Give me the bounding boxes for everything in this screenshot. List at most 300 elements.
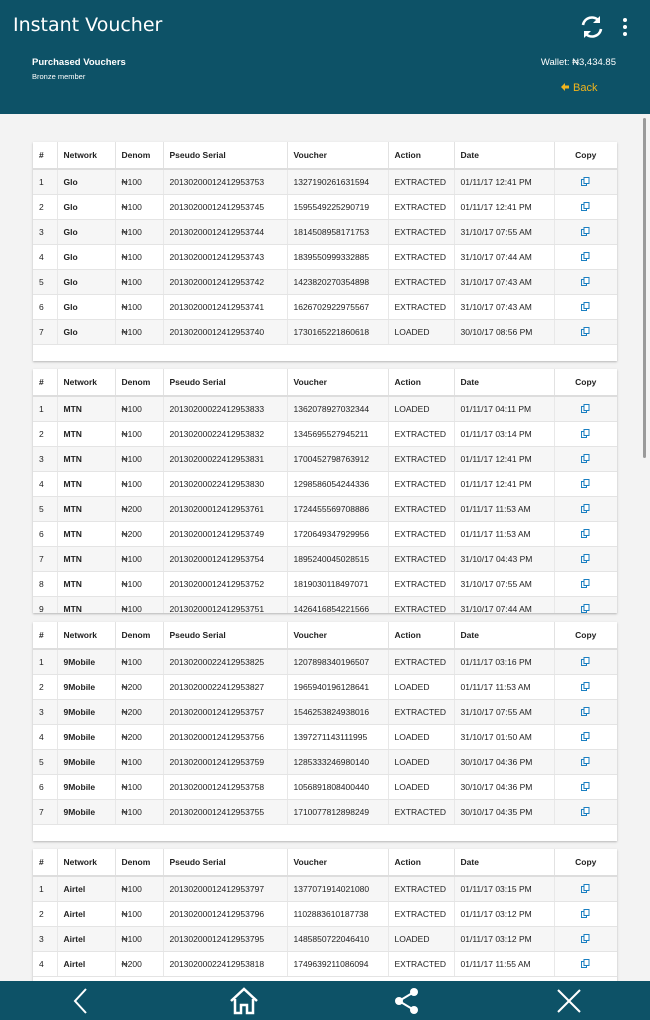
copy-cell[interactable] bbox=[554, 422, 617, 447]
column-header: Action bbox=[388, 849, 454, 876]
table-cell: ₦100 bbox=[115, 220, 163, 245]
table-cell: 1285333246980140 bbox=[287, 750, 388, 775]
copy-icon[interactable] bbox=[581, 909, 590, 918]
table-cell: 1814508958171753 bbox=[287, 220, 388, 245]
table-cell: 2 bbox=[33, 422, 57, 447]
member-level: Bronze member bbox=[32, 72, 86, 81]
copy-cell[interactable] bbox=[554, 902, 617, 927]
table-cell: ₦100 bbox=[115, 775, 163, 800]
table-cell: 7 bbox=[33, 547, 57, 572]
table-cell: ₦100 bbox=[115, 572, 163, 597]
table-cell: 01/11/17 11:53 AM bbox=[454, 497, 554, 522]
copy-cell[interactable] bbox=[554, 775, 617, 800]
copy-cell[interactable] bbox=[554, 876, 617, 902]
copy-icon[interactable] bbox=[581, 404, 590, 413]
table-header-row bbox=[33, 369, 617, 396]
column-header: # bbox=[33, 849, 57, 876]
table-cell: ₦100 bbox=[115, 295, 163, 320]
column-header: Voucher bbox=[287, 369, 388, 396]
table-row bbox=[33, 497, 617, 522]
table-cell: 1839550999332885 bbox=[287, 245, 388, 270]
copy-cell[interactable] bbox=[554, 245, 617, 270]
copy-cell[interactable] bbox=[554, 220, 617, 245]
copy-cell[interactable] bbox=[554, 927, 617, 952]
table-cell: 01/11/17 12:41 PM bbox=[454, 472, 554, 497]
column-header: Copy bbox=[554, 622, 617, 649]
table-cell: ₦100 bbox=[115, 927, 163, 952]
table-cell: MTN bbox=[57, 547, 115, 572]
table-cell: ₦100 bbox=[115, 245, 163, 270]
table-cell: Glo bbox=[57, 270, 115, 295]
table-cell: ₦100 bbox=[115, 800, 163, 825]
table-cell: 20130200012412953795 bbox=[163, 927, 287, 952]
table-row bbox=[33, 952, 617, 977]
column-header: Voucher bbox=[287, 142, 388, 169]
table-cell: EXTRACTED bbox=[388, 497, 454, 522]
table-cell: MTN bbox=[57, 472, 115, 497]
voucher-table bbox=[33, 849, 617, 977]
table-cell: 01/11/17 03:12 PM bbox=[454, 927, 554, 952]
column-header: Pseudo Serial bbox=[163, 142, 287, 169]
copy-icon[interactable] bbox=[581, 884, 590, 893]
table-cell: 1 bbox=[33, 649, 57, 675]
table-cell: LOADED bbox=[388, 320, 454, 345]
table-cell: ₦100 bbox=[115, 447, 163, 472]
voucher-table bbox=[33, 622, 617, 825]
table-cell: LOADED bbox=[388, 927, 454, 952]
table-cell: 6 bbox=[33, 522, 57, 547]
table-row bbox=[33, 447, 617, 472]
table-cell: ₦100 bbox=[115, 422, 163, 447]
copy-icon[interactable] bbox=[581, 707, 590, 716]
table-header-row bbox=[33, 142, 617, 169]
table-cell: EXTRACTED bbox=[388, 700, 454, 725]
table-cell: 1397271143111995 bbox=[287, 725, 388, 750]
column-header: Network bbox=[57, 369, 115, 396]
table-cell: EXTRACTED bbox=[388, 547, 454, 572]
table-cell: EXTRACTED bbox=[388, 522, 454, 547]
column-header: # bbox=[33, 622, 57, 649]
table-cell: 30/10/17 08:56 PM bbox=[454, 320, 554, 345]
copy-cell[interactable] bbox=[554, 750, 617, 775]
table-cell: 1730165221860618 bbox=[287, 320, 388, 345]
table-cell: 9Mobile bbox=[57, 675, 115, 700]
copy-icon[interactable] bbox=[581, 327, 590, 336]
table-cell: 3 bbox=[33, 447, 57, 472]
table-cell: LOADED bbox=[388, 675, 454, 700]
table-cell: 9Mobile bbox=[57, 725, 115, 750]
table-cell: 20130200012412953742 bbox=[163, 270, 287, 295]
more-vert-icon[interactable] bbox=[616, 16, 634, 38]
copy-icon[interactable] bbox=[581, 934, 590, 943]
table-cell: 1626702922975567 bbox=[287, 295, 388, 320]
refresh-icon[interactable] bbox=[578, 13, 606, 41]
column-header: Denom bbox=[115, 369, 163, 396]
table-cell: ₦200 bbox=[115, 497, 163, 522]
table-cell: 1345695527945211 bbox=[287, 422, 388, 447]
copy-icon[interactable] bbox=[581, 682, 590, 691]
table-cell: 7 bbox=[33, 320, 57, 345]
copy-cell[interactable] bbox=[554, 195, 617, 220]
copy-cell[interactable] bbox=[554, 700, 617, 725]
table-cell: 20130200012412953741 bbox=[163, 295, 287, 320]
table-row bbox=[33, 700, 617, 725]
table-cell: 31/10/17 07:43 AM bbox=[454, 270, 554, 295]
table-row bbox=[33, 800, 617, 825]
table-cell: MTN bbox=[57, 447, 115, 472]
copy-icon[interactable] bbox=[581, 277, 590, 286]
voucher-table bbox=[33, 369, 617, 613]
table-cell: 5 bbox=[33, 270, 57, 295]
table-cell: LOADED bbox=[388, 396, 454, 422]
table-cell: Glo bbox=[57, 220, 115, 245]
copy-cell[interactable] bbox=[554, 320, 617, 345]
table-cell: 1700452798763912 bbox=[287, 447, 388, 472]
share-icon[interactable] bbox=[392, 986, 422, 1016]
table-cell: 9Mobile bbox=[57, 800, 115, 825]
table-header-row bbox=[33, 622, 617, 649]
copy-icon[interactable] bbox=[581, 757, 590, 766]
column-header: Date bbox=[454, 369, 554, 396]
table-cell: 4 bbox=[33, 725, 57, 750]
copy-icon[interactable] bbox=[581, 177, 590, 186]
table-cell: ₦100 bbox=[115, 396, 163, 422]
table-cell: 01/11/17 11:55 AM bbox=[454, 952, 554, 977]
copy-cell[interactable] bbox=[554, 522, 617, 547]
table-cell: ₦200 bbox=[115, 725, 163, 750]
copy-icon[interactable] bbox=[581, 479, 590, 488]
table-cell: 31/10/17 07:44 AM bbox=[454, 597, 554, 614]
column-header: # bbox=[33, 142, 57, 169]
table-cell: MTN bbox=[57, 422, 115, 447]
table-cell: 20130200012412953796 bbox=[163, 902, 287, 927]
table-row bbox=[33, 169, 617, 195]
column-header: Date bbox=[454, 142, 554, 169]
table-cell: ₦100 bbox=[115, 320, 163, 345]
table-cell: 1 bbox=[33, 169, 57, 195]
copy-icon[interactable] bbox=[581, 959, 590, 968]
copy-icon[interactable] bbox=[581, 782, 590, 791]
table-cell: 20130200022412953833 bbox=[163, 396, 287, 422]
column-header: Voucher bbox=[287, 622, 388, 649]
table-row bbox=[33, 597, 617, 614]
table-cell: 01/11/17 12:41 PM bbox=[454, 169, 554, 195]
table-cell: 1595549225290719 bbox=[287, 195, 388, 220]
table-row bbox=[33, 675, 617, 700]
voucher-table-card bbox=[33, 849, 617, 981]
table-cell: 9Mobile bbox=[57, 700, 115, 725]
back-icon[interactable] bbox=[66, 986, 96, 1016]
table-cell: 1895240045028515 bbox=[287, 547, 388, 572]
table-cell: Airtel bbox=[57, 927, 115, 952]
table-row bbox=[33, 195, 617, 220]
table-cell: 20130200012412953740 bbox=[163, 320, 287, 345]
table-cell: 20130200022412953830 bbox=[163, 472, 287, 497]
table-cell: ₦100 bbox=[115, 597, 163, 614]
table-cell: Airtel bbox=[57, 876, 115, 902]
column-header: Date bbox=[454, 849, 554, 876]
table-cell: EXTRACTED bbox=[388, 472, 454, 497]
table-cell: LOADED bbox=[388, 725, 454, 750]
table-cell: 31/10/17 07:55 AM bbox=[454, 572, 554, 597]
table-cell: 1102883610187738 bbox=[287, 902, 388, 927]
table-row bbox=[33, 245, 617, 270]
copy-cell[interactable] bbox=[554, 396, 617, 422]
column-header: Copy bbox=[554, 369, 617, 396]
table-cell: 01/11/17 03:12 PM bbox=[454, 902, 554, 927]
copy-icon[interactable] bbox=[581, 429, 590, 438]
copy-icon[interactable] bbox=[581, 732, 590, 741]
table-cell: 3 bbox=[33, 927, 57, 952]
app-header bbox=[0, 0, 650, 114]
table-cell: 1056891808400440 bbox=[287, 775, 388, 800]
table-cell: EXTRACTED bbox=[388, 572, 454, 597]
copy-cell[interactable] bbox=[554, 675, 617, 700]
table-cell: 1749639211086094 bbox=[287, 952, 388, 977]
bottom-nav bbox=[0, 981, 650, 1020]
table-cell: 01/11/17 04:11 PM bbox=[454, 396, 554, 422]
copy-icon[interactable] bbox=[581, 554, 590, 563]
table-cell: ₦200 bbox=[115, 952, 163, 977]
table-cell: 3 bbox=[33, 700, 57, 725]
table-cell: EXTRACTED bbox=[388, 270, 454, 295]
table-cell: 1 bbox=[33, 876, 57, 902]
table-cell: 4 bbox=[33, 245, 57, 270]
table-cell: 31/10/17 07:55 AM bbox=[454, 700, 554, 725]
copy-cell[interactable] bbox=[554, 169, 617, 195]
table-cell: ₦200 bbox=[115, 675, 163, 700]
scrollbar[interactable] bbox=[643, 118, 646, 458]
table-cell: EXTRACTED bbox=[388, 422, 454, 447]
table-cell: Glo bbox=[57, 295, 115, 320]
voucher-table-card bbox=[33, 622, 617, 841]
table-row bbox=[33, 472, 617, 497]
copy-icon[interactable] bbox=[581, 504, 590, 513]
copy-cell[interactable] bbox=[554, 800, 617, 825]
table-row bbox=[33, 775, 617, 800]
table-row bbox=[33, 649, 617, 675]
column-header: Pseudo Serial bbox=[163, 622, 287, 649]
table-cell: 1710077812898249 bbox=[287, 800, 388, 825]
table-cell: Airtel bbox=[57, 902, 115, 927]
table-cell: 20130200012412953744 bbox=[163, 220, 287, 245]
table-cell: 31/10/17 04:43 PM bbox=[454, 547, 554, 572]
copy-cell[interactable] bbox=[554, 725, 617, 750]
table-cell: EXTRACTED bbox=[388, 447, 454, 472]
copy-cell[interactable] bbox=[554, 270, 617, 295]
table-cell: MTN bbox=[57, 572, 115, 597]
table-cell: 01/11/17 12:41 PM bbox=[454, 447, 554, 472]
column-header: Denom bbox=[115, 622, 163, 649]
table-cell: 20130200012412953759 bbox=[163, 750, 287, 775]
table-cell: 20130200022412953827 bbox=[163, 675, 287, 700]
table-row bbox=[33, 902, 617, 927]
table-cell: EXTRACTED bbox=[388, 597, 454, 614]
table-cell: ₦100 bbox=[115, 472, 163, 497]
table-cell: ₦200 bbox=[115, 700, 163, 725]
table-cell: 2 bbox=[33, 902, 57, 927]
table-cell: Glo bbox=[57, 245, 115, 270]
table-cell: ₦100 bbox=[115, 876, 163, 902]
table-cell: EXTRACTED bbox=[388, 169, 454, 195]
copy-icon[interactable] bbox=[581, 252, 590, 261]
table-cell: LOADED bbox=[388, 775, 454, 800]
column-header: Copy bbox=[554, 849, 617, 876]
table-cell: 20130200012412953757 bbox=[163, 700, 287, 725]
table-cell: 20130200012412953743 bbox=[163, 245, 287, 270]
table-cell: 1965940196128641 bbox=[287, 675, 388, 700]
table-row bbox=[33, 750, 617, 775]
table-cell: 1362078927032344 bbox=[287, 396, 388, 422]
table-cell: 9Mobile bbox=[57, 750, 115, 775]
table-cell: 1426416854221566 bbox=[287, 597, 388, 614]
table-cell: 20130200012412953751 bbox=[163, 597, 287, 614]
app-title: Instant Voucher bbox=[13, 14, 163, 36]
table-row bbox=[33, 320, 617, 345]
table-cell: 5 bbox=[33, 497, 57, 522]
table-cell: 01/11/17 11:53 AM bbox=[454, 522, 554, 547]
table-cell: ₦200 bbox=[115, 522, 163, 547]
table-cell: 1546253824938016 bbox=[287, 700, 388, 725]
copy-icon[interactable] bbox=[581, 604, 590, 613]
copy-cell[interactable] bbox=[554, 497, 617, 522]
table-cell: 1724455569708886 bbox=[287, 497, 388, 522]
table-cell: 20130200012412953761 bbox=[163, 497, 287, 522]
table-cell: EXTRACTED bbox=[388, 902, 454, 927]
table-cell: ₦100 bbox=[115, 270, 163, 295]
table-cell: 8 bbox=[33, 572, 57, 597]
table-cell: 20130200022412953831 bbox=[163, 447, 287, 472]
column-header: Copy bbox=[554, 142, 617, 169]
table-row bbox=[33, 422, 617, 447]
table-cell: 31/10/17 07:44 AM bbox=[454, 245, 554, 270]
table-cell: 01/11/17 03:15 PM bbox=[454, 876, 554, 902]
table-cell: ₦100 bbox=[115, 169, 163, 195]
column-header: Action bbox=[388, 142, 454, 169]
arrow-left-icon bbox=[560, 82, 570, 92]
table-cell: Airtel bbox=[57, 952, 115, 977]
column-header: Pseudo Serial bbox=[163, 369, 287, 396]
close-icon[interactable] bbox=[554, 986, 584, 1016]
column-header: Denom bbox=[115, 849, 163, 876]
table-cell: 7 bbox=[33, 800, 57, 825]
voucher-table-card bbox=[33, 142, 617, 361]
table-cell: 1720649347929956 bbox=[287, 522, 388, 547]
copy-icon[interactable] bbox=[581, 579, 590, 588]
copy-icon[interactable] bbox=[581, 529, 590, 538]
table-cell: MTN bbox=[57, 396, 115, 422]
table-cell: 20130200022412953832 bbox=[163, 422, 287, 447]
column-header: Network bbox=[57, 622, 115, 649]
table-cell: 6 bbox=[33, 295, 57, 320]
table-cell: ₦100 bbox=[115, 649, 163, 675]
section-title: Purchased Vouchers bbox=[32, 57, 126, 68]
copy-icon[interactable] bbox=[581, 807, 590, 816]
table-cell: 20130200012412953752 bbox=[163, 572, 287, 597]
column-header: Action bbox=[388, 622, 454, 649]
table-cell: 1298586054244336 bbox=[287, 472, 388, 497]
table-cell: 31/10/17 01:50 AM bbox=[454, 725, 554, 750]
table-cell: 20130200012412953797 bbox=[163, 876, 287, 902]
table-cell: ₦100 bbox=[115, 547, 163, 572]
copy-cell[interactable] bbox=[554, 572, 617, 597]
table-cell: 1819030118497071 bbox=[287, 572, 388, 597]
copy-icon[interactable] bbox=[581, 227, 590, 236]
table-cell: 1485850722046410 bbox=[287, 927, 388, 952]
table-cell: 30/10/17 04:36 PM bbox=[454, 750, 554, 775]
copy-cell[interactable] bbox=[554, 597, 617, 614]
table-row bbox=[33, 927, 617, 952]
home-icon[interactable] bbox=[228, 986, 260, 1016]
table-cell: EXTRACTED bbox=[388, 245, 454, 270]
table-row bbox=[33, 220, 617, 245]
table-cell: Glo bbox=[57, 320, 115, 345]
table-cell: EXTRACTED bbox=[388, 195, 454, 220]
table-cell: 20130200022412953818 bbox=[163, 952, 287, 977]
table-cell: EXTRACTED bbox=[388, 800, 454, 825]
table-cell: 20130200012412953754 bbox=[163, 547, 287, 572]
table-cell: 01/11/17 03:16 PM bbox=[454, 649, 554, 675]
table-cell: ₦100 bbox=[115, 750, 163, 775]
table-cell: 20130200012412953756 bbox=[163, 725, 287, 750]
table-cell: 31/10/17 07:43 AM bbox=[454, 295, 554, 320]
table-cell: 1327190261631594 bbox=[287, 169, 388, 195]
copy-cell[interactable] bbox=[554, 952, 617, 977]
copy-icon[interactable] bbox=[581, 302, 590, 311]
table-cell: 5 bbox=[33, 750, 57, 775]
table-cell: 1207898340196507 bbox=[287, 649, 388, 675]
table-cell: EXTRACTED bbox=[388, 649, 454, 675]
table-cell: 2 bbox=[33, 195, 57, 220]
table-cell: 6 bbox=[33, 775, 57, 800]
table-cell: ₦100 bbox=[115, 195, 163, 220]
table-cell: 20130200012412953749 bbox=[163, 522, 287, 547]
table-cell: 01/11/17 03:14 PM bbox=[454, 422, 554, 447]
copy-cell[interactable] bbox=[554, 649, 617, 675]
column-header: Pseudo Serial bbox=[163, 849, 287, 876]
table-cell: EXTRACTED bbox=[388, 952, 454, 977]
table-cell: 9Mobile bbox=[57, 649, 115, 675]
table-row bbox=[33, 295, 617, 320]
wallet-balance: Wallet: ₦3,434.85 bbox=[540, 57, 616, 68]
copy-cell[interactable] bbox=[554, 295, 617, 320]
copy-icon[interactable] bbox=[581, 657, 590, 666]
table-cell: 20130200022412953825 bbox=[163, 649, 287, 675]
table-cell: 20130200012412953745 bbox=[163, 195, 287, 220]
back-link[interactable] bbox=[560, 82, 597, 94]
table-row bbox=[33, 876, 617, 902]
table-cell: Glo bbox=[57, 169, 115, 195]
table-cell: 9 bbox=[33, 597, 57, 614]
table-cell: LOADED bbox=[388, 750, 454, 775]
voucher-table-card bbox=[33, 369, 617, 613]
copy-icon[interactable] bbox=[581, 202, 590, 211]
table-cell: MTN bbox=[57, 497, 115, 522]
table-cell: Glo bbox=[57, 195, 115, 220]
table-cell: 30/10/17 04:35 PM bbox=[454, 800, 554, 825]
table-cell: 1377071914021080 bbox=[287, 876, 388, 902]
table-cell: ₦100 bbox=[115, 902, 163, 927]
table-cell: 4 bbox=[33, 472, 57, 497]
copy-icon[interactable] bbox=[581, 454, 590, 463]
table-cell: 01/11/17 11:53 AM bbox=[454, 675, 554, 700]
column-header: # bbox=[33, 369, 57, 396]
copy-cell[interactable] bbox=[554, 547, 617, 572]
copy-cell[interactable] bbox=[554, 447, 617, 472]
copy-cell[interactable] bbox=[554, 472, 617, 497]
column-header: Denom bbox=[115, 142, 163, 169]
column-header: Network bbox=[57, 142, 115, 169]
